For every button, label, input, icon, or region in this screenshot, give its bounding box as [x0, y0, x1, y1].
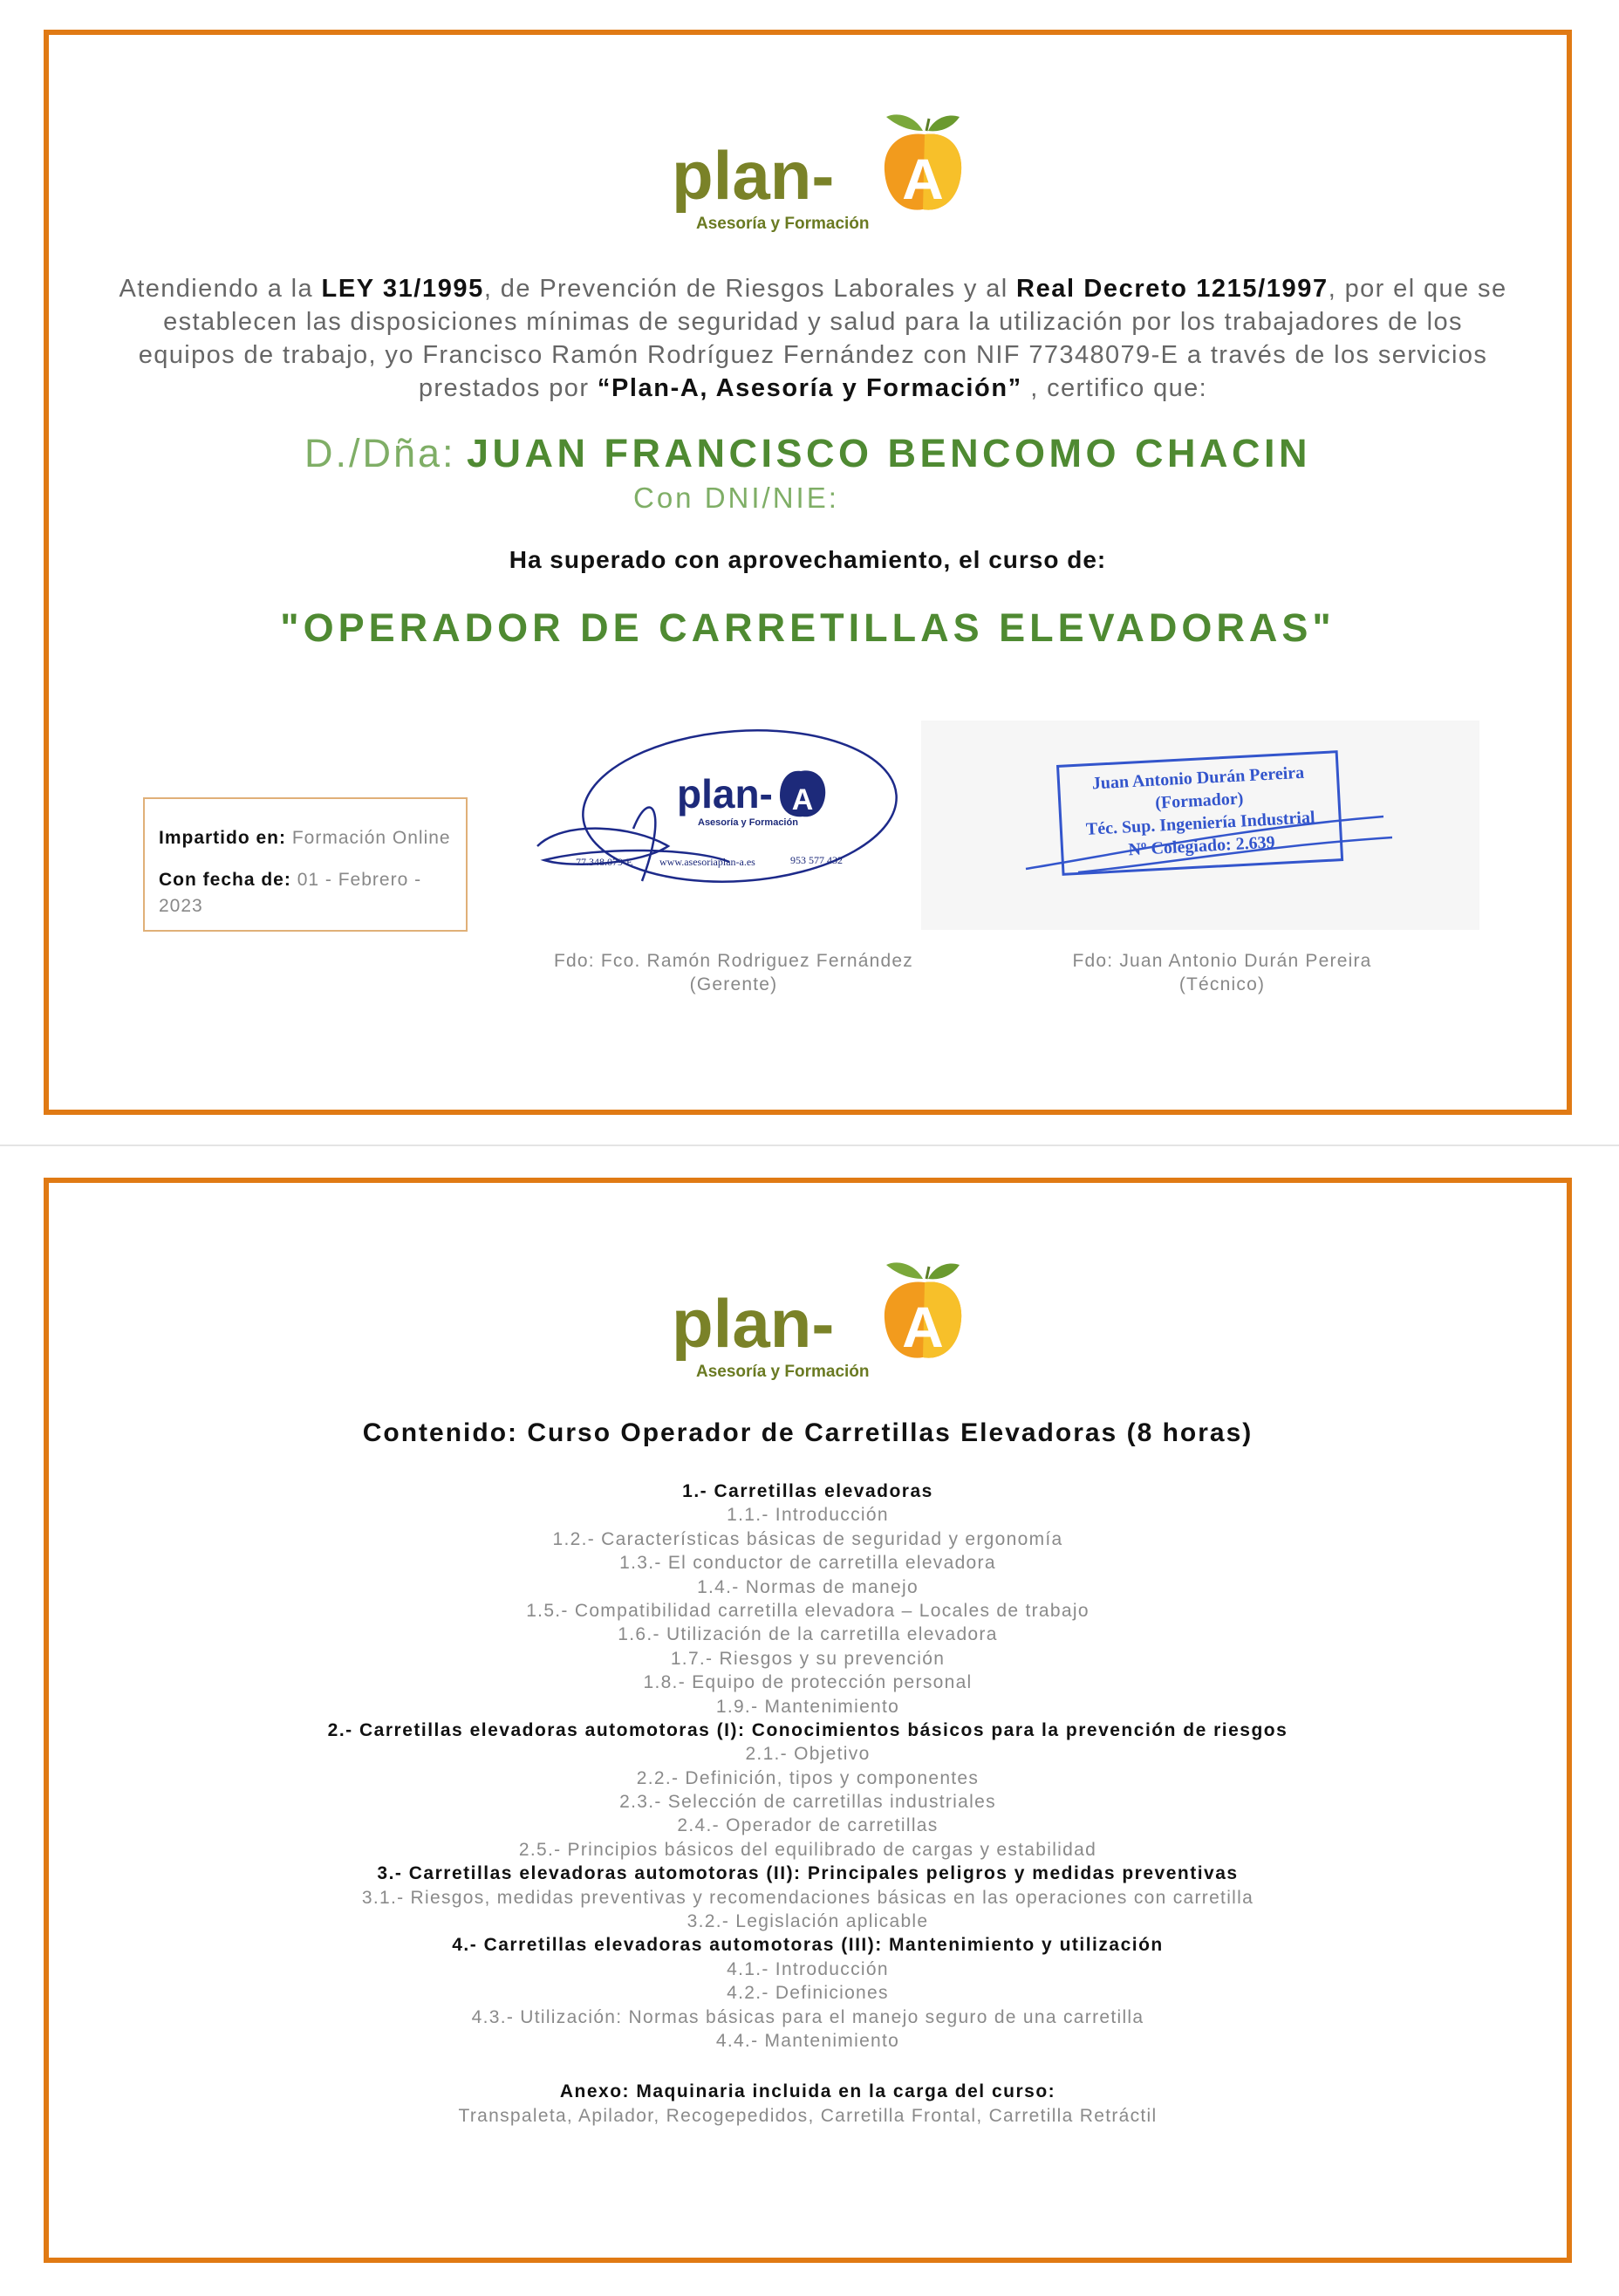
contents-subsection: 2.4.- Operador de carretillas — [677, 1815, 939, 1836]
contents-subsection: 3.2.- Legislación aplicable — [687, 1911, 929, 1932]
logo-tagline: Asesoría y Formación — [696, 215, 870, 233]
signer2-role: (Técnico) — [1178, 974, 1266, 994]
contents-subsection: 4.3.- Utilización: Normas básicas para el manejo seguro de una carretilla — [471, 2006, 1144, 2027]
plan-a-logo — [668, 105, 1000, 236]
contents-section: 2.- Carretillas elevadoras automotoras (I): Conocimientos básicos para la prevención de riesgos — [327, 1719, 1288, 1740]
company-name: “Plan-A, Asesoría y Formación” — [597, 374, 1022, 402]
law-reference: LEY 31/1995 — [321, 275, 484, 303]
contents-subsection: 1.9.- Mantenimiento — [715, 1696, 900, 1717]
logo-tagline: Asesoría y Formación — [696, 1363, 870, 1381]
date-label: Con fecha de: — [159, 870, 291, 890]
svg-text:plan-: plan- — [677, 771, 773, 817]
contents-subsection: 1.7.- Riesgos y su prevención — [670, 1648, 946, 1669]
contents-section: 3.- Carretillas elevadoras automotoras (II): Principales peligros y medidas preventivas — [377, 1863, 1239, 1884]
signer1-role: (Gerente) — [689, 974, 778, 994]
logo-word: plan- — [672, 137, 835, 214]
imparted-label: Impartido en: — [159, 828, 287, 848]
trainer-stamp-role: (Formador) — [1154, 789, 1244, 813]
annex-title: Anexo: Maquinaria incluida en la carga del curso: — [559, 2081, 1056, 2101]
contents-list — [49, 1479, 1567, 2053]
contents-section: 1.- Carretillas elevadoras — [682, 1481, 933, 1501]
signer-tecnico — [991, 949, 1453, 996]
contents-page — [44, 1178, 1572, 2263]
trainer-stamp-name: Juan Antonio Durán Pereira — [1091, 762, 1305, 794]
contents-subsection: 2.2.- Definición, tipos y componentes — [636, 1767, 980, 1788]
signer-gerente — [502, 949, 965, 996]
contents-subsection: 1.1.- Introducción — [727, 1505, 889, 1526]
recipient-line — [49, 431, 1567, 476]
contents-subsection: 1.8.- Equipo de protección personal — [643, 1672, 973, 1693]
decree-reference: Real Decreto 1215/1997 — [1016, 275, 1329, 303]
annex — [49, 2080, 1567, 2129]
plan-a-logo — [668, 1253, 1000, 1384]
page-separator — [0, 1145, 1619, 1146]
stamp-nif: 77.348.079-E — [576, 856, 633, 868]
signer2-name: Fdo: Juan Antonio Durán Pereira — [1072, 951, 1372, 971]
contents-subsection: 3.1.- Riesgos, medidas preventivas y recomendaciones básicas en las operaciones con carretilla — [361, 1887, 1254, 1908]
imparted-value: Formación Online — [291, 828, 451, 848]
contents-subsection: 1.5.- Compatibilidad carretilla elevadora – Locales de trabajo — [526, 1600, 1090, 1621]
contents-subsection: 1.3.- El conductor de carretilla elevadora — [619, 1553, 996, 1574]
contents-subsection: 2.1.- Objetivo — [745, 1744, 871, 1765]
logo-letter: A — [902, 1295, 944, 1359]
logo-word: plan- — [672, 1285, 835, 1362]
passed-statement: Ha superado con aprovechamiento, el curso de: — [509, 546, 1107, 573]
contents-subsection: 2.3.- Selección de carretillas industriales — [619, 1792, 996, 1813]
contents-subsection: 2.5.- Principios básicos del equilibrado de cargas y estabilidad — [518, 1839, 1097, 1860]
contents-subsection: 4.1.- Introducción — [727, 1958, 889, 1979]
recipient-label: D./Dña: — [304, 431, 456, 475]
recipient-name: JUAN FRANCISCO BENCOMO CHACIN — [467, 431, 1312, 475]
contents-subsection: 4.4.- Mantenimiento — [715, 2030, 900, 2051]
certificate-intro: Atendiendo a la LEY 31/1995, de Prevención de Riesgos Laborales y al Real Decreto 1215/1997, por el que se establecen las disposiciones mínimas de seguridad y salud para la utilización por los trabajadores de los equipos de trabajo, yo Francisco Ramón Rodríguez Fernández con NIF 77348079-E a través de los servicios prestados por “Plan-A, Asesoría y Formación” , certifico que: — [119, 275, 1507, 402]
stamp-tagline: Asesoría y Formación — [698, 817, 798, 828]
dni-label: Con DNI/NIE: — [633, 482, 839, 514]
contents-subsection: 1.2.- Características básicas de seguridad y ergonomía — [552, 1528, 1063, 1549]
logo-letter: A — [902, 147, 944, 211]
stamp-web: www.asesoriaplan-a.es — [659, 856, 755, 868]
course-info-box — [143, 797, 468, 932]
certificate-page — [44, 30, 1572, 1115]
contents-subsection: 4.2.- Definiciones — [727, 1983, 889, 2004]
svg-text:A: A — [791, 783, 814, 817]
company-stamp-signature — [502, 715, 965, 925]
stamp-phone: 953 577 432 — [790, 854, 843, 866]
trainer-stamp-degree: Téc. Sup. Ingeniería Industrial — [1085, 808, 1316, 839]
trainer-stamp-signature — [973, 733, 1427, 907]
signer1-name: Fdo: Fco. Ramón Rodriguez Fernández — [553, 951, 913, 971]
contents-subsection: 1.6.- Utilización de la carretilla elevadora — [618, 1624, 998, 1645]
contents-subsection: 1.4.- Normas de manejo — [697, 1576, 919, 1597]
annex-text: Transpaleta, Apilador, Recogepedidos, Carretilla Frontal, Carretilla Retráctil — [458, 2106, 1158, 2126]
contents-title: Contenido: Curso Operador de Carretillas Elevadoras (8 horas) — [362, 1418, 1254, 1447]
date-value: 01 - Febrero - 2023 — [159, 870, 422, 916]
course-title: "OPERADOR DE CARRETILLAS ELEVADORAS" — [280, 605, 1336, 650]
contents-section: 4.- Carretillas elevadoras automotoras (III): Mantenimiento y utilización — [452, 1935, 1164, 1956]
trainer-stamp-number: Nº Colegiado: 2.639 — [1127, 832, 1276, 860]
